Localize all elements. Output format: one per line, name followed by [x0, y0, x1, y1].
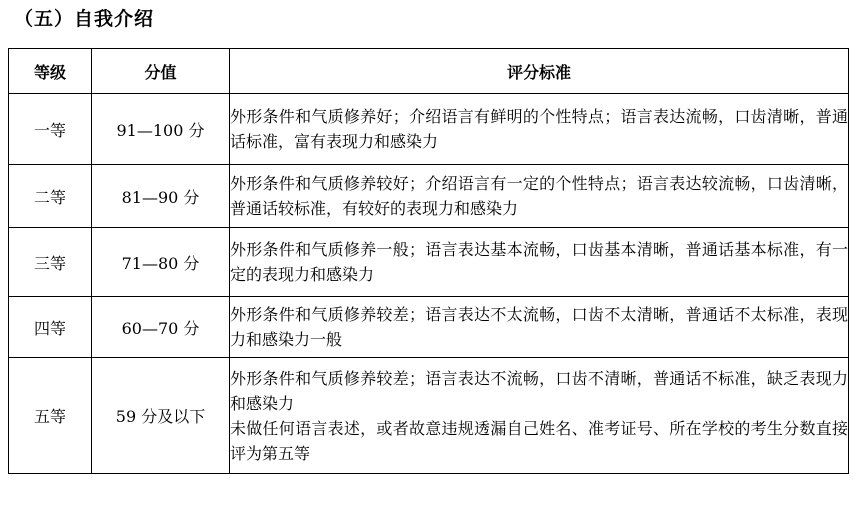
header-score: 分值: [92, 49, 230, 94]
criteria-cell: [230, 358, 849, 474]
score-cell: 71—80 分: [92, 228, 230, 297]
grade-cell: 二等: [9, 165, 92, 228]
criteria-text: 外形条件和气质修养较差；语言表达不流畅，口齿不清晰，普通话不标准，缺乏表现力和感染力: [230, 368, 848, 413]
table-row: [9, 228, 849, 297]
grade-cell: 五等: [9, 358, 92, 474]
table-row: [9, 297, 849, 358]
grading-table: [8, 48, 849, 474]
criteria-text: 外形条件和气质修养好；介绍语言有鲜明的个性特点；语言表达流畅，口齿清晰，普通话标准，富有表现力和感染力: [230, 107, 848, 151]
criteria-cell: [230, 94, 849, 165]
grade-cell: 四等: [9, 297, 92, 358]
score-cell: 60—70 分: [92, 297, 230, 358]
score-cell: 91—100 分: [92, 94, 230, 165]
table-header-row: [9, 49, 849, 94]
grade-cell: 三等: [9, 228, 92, 297]
table-row: [9, 358, 849, 474]
grade-cell: 一等: [9, 94, 92, 165]
table-row: [9, 165, 849, 228]
criteria-cell: [230, 165, 849, 228]
header-criteria: 评分标准: [230, 49, 849, 94]
score-cell: 59 分及以下: [92, 358, 230, 474]
table-row: [9, 94, 849, 165]
header-grade: 等级: [9, 49, 92, 94]
criteria-text: 外形条件和气质修养一般；语言表达基本流畅，口齿基本清晰，普通话基本标准，有一定的表现力和感染力: [230, 240, 848, 284]
score-cell: 81—90 分: [92, 165, 230, 228]
criteria-text: 外形条件和气质修养较差；语言表达不太流畅，口齿不太清晰，普通话不太标准，表现力和感染力一般: [230, 305, 848, 349]
criteria-text: 外形条件和气质修养较好；介绍语言有一定的个性特点；语言表达较流畅，口齿清晰，普通话较标准，有较好的表现力和感染力: [230, 174, 848, 218]
criteria-cell: [230, 297, 849, 358]
criteria-cell: [230, 228, 849, 297]
section-title: （五）自我介绍: [14, 8, 155, 30]
criteria-text: 未做任何语言表述，或者故意违规透漏自己姓名、准考证号、所在学校的考生分数直接评为第五等: [230, 418, 848, 463]
